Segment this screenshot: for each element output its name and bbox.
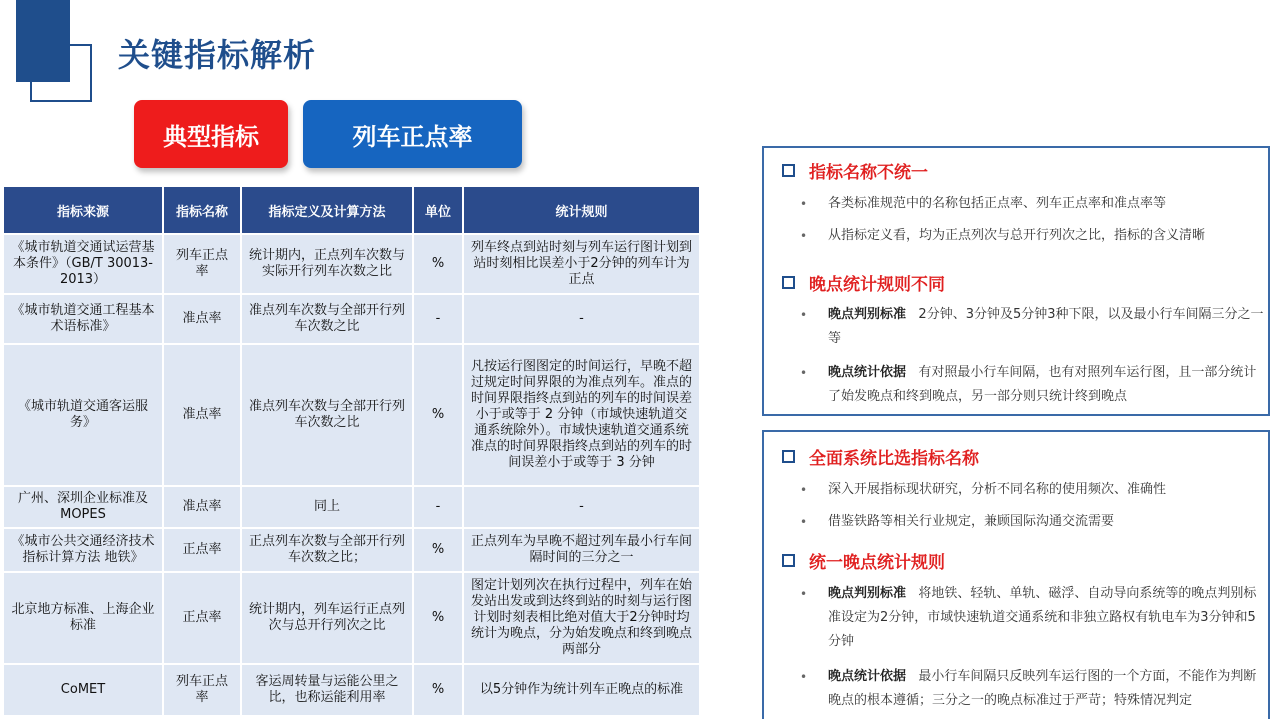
table-cell: 正点率	[163, 572, 241, 664]
column-header: 指标定义及计算方法	[241, 186, 413, 234]
table-cell: 准点率	[163, 344, 241, 486]
table-cell: 统计期内，列车运行正点列次与总开行列次之比	[241, 572, 413, 664]
table-row	[3, 344, 700, 486]
metrics-table	[2, 185, 701, 717]
table-cell: 北京地方标准、上海企业标准	[3, 572, 163, 664]
section-title	[782, 444, 979, 469]
section-title-text: 晚点统计规则不同	[809, 275, 945, 295]
list-item-text: 2分钟、3分钟及5分钟3种下限，以及最小行车间隔三分之一等	[828, 307, 1264, 346]
checkbox-square-icon	[782, 164, 795, 177]
bullet-icon: •	[800, 515, 808, 529]
item-label: 晚点统计依据	[828, 365, 907, 380]
table-cell: 列车正点率	[163, 234, 241, 294]
table-cell: 《城市轨道交通试运营基本条件》（GB/T 30013-2013）	[3, 234, 163, 294]
table-cell: 统计期内，正点列车次数与实际开行列车次数之比	[241, 234, 413, 294]
table-cell: %	[413, 344, 463, 486]
typical-metric-badge: 典型指标	[134, 100, 288, 168]
issues-panel	[762, 146, 1270, 416]
table-row	[3, 528, 700, 572]
list-item	[800, 192, 1264, 216]
table-cell: -	[413, 486, 463, 528]
table-cell: 准点率	[163, 294, 241, 344]
table-cell: -	[463, 486, 700, 528]
column-header: 指标来源	[3, 186, 163, 234]
item-label: 晚点判别标准	[828, 307, 907, 322]
section-title-text: 指标名称不统一	[809, 163, 928, 183]
bullet-icon: •	[800, 483, 808, 497]
table-cell: 广州、深圳企业标准及MOPES	[3, 486, 163, 528]
list-item	[800, 478, 1264, 502]
table-header-row	[3, 186, 700, 234]
section-title	[782, 158, 928, 183]
table-cell: 正点列车次数与全部开行列车次数之比；	[241, 528, 413, 572]
table-cell: -	[463, 294, 700, 344]
bullet-icon: •	[800, 197, 808, 211]
column-header: 单位	[413, 186, 463, 234]
list-item	[800, 665, 1264, 713]
table-row	[3, 664, 700, 716]
bullet-icon: •	[800, 670, 808, 684]
table-cell: %	[413, 528, 463, 572]
table-cell: 以5分钟作为统计列车正晚点的标准	[463, 664, 700, 716]
checkbox-square-icon	[782, 276, 795, 289]
list-item	[800, 510, 1264, 534]
bullet-icon: •	[800, 308, 808, 322]
table-row	[3, 234, 700, 294]
table-cell: %	[413, 664, 463, 716]
table-cell: %	[413, 572, 463, 664]
table-row	[3, 486, 700, 528]
item-label: 晚点统计依据	[828, 669, 907, 684]
metric-name-badge: 列车正点率	[303, 100, 522, 168]
table-cell: 《城市公共交通经济技术指标计算方法 地铁》	[3, 528, 163, 572]
table-cell: 图定计划列次在执行过程中，列车在始发站出发或到达终到站的时刻与运行图计划时刻表相比绝对值大于2分钟时均统计为晚点，分为始发晚点和终到晚点两部分	[463, 572, 700, 664]
section-title-text: 统一晚点统计规则	[809, 553, 945, 573]
section-title	[782, 548, 945, 573]
list-item-text: 借鉴铁路等相关行业规定，兼顾国际沟通交流需要	[828, 514, 1115, 529]
table-cell: 凡按运行图图定的时间运行，早晚不超过规定时间界限的为准点列车。准点的时间界限指终点到站的列车的时间误差小于或等于 2 分钟（市域快速轨道交通系统除外）。市域快速轨道交通系统准点的时间界限指终点到站的列车的时间误差小于或等于 3 分钟	[463, 344, 700, 486]
bullet-icon: •	[800, 587, 808, 601]
list-item-text: 将地铁、轻轨、单轨、磁浮、自动导向系统等的晚点判别标准设定为2分钟，市域快速轨道交通系统和非独立路权有轨电车为3分钟和5分钟	[828, 586, 1257, 649]
table-row	[3, 294, 700, 344]
table-cell: 准点率	[163, 486, 241, 528]
table-cell: 客运周转量与运能公里之比，也称运能利用率	[241, 664, 413, 716]
page-title: 关键指标解析	[118, 36, 317, 74]
list-item-text: 深入开展指标现状研究，分析不同名称的使用频次、准确性	[828, 482, 1167, 497]
list-item-text: 从指标定义看，均为正点列次与总开行列次之比，指标的含义清晰	[828, 228, 1206, 243]
table-cell: 正点列车为早晚不超过列车最小行车间隔时间的三分之一	[463, 528, 700, 572]
list-item	[800, 582, 1264, 654]
list-item	[800, 224, 1264, 248]
table-cell: 准点列车次数与全部开行列车次数之比	[241, 294, 413, 344]
table-cell: 列车正点率	[163, 664, 241, 716]
table-cell: 准点列车次数与全部开行列车次数之比	[241, 344, 413, 486]
table-cell: 《城市轨道交通客运服务》	[3, 344, 163, 486]
table-row	[3, 572, 700, 664]
checkbox-square-icon	[782, 450, 795, 463]
list-item	[800, 303, 1264, 351]
list-item	[800, 361, 1264, 409]
table-cell: 《城市轨道交通工程基本术语标准》	[3, 294, 163, 344]
table-cell: 列车终点到站时刻与列车运行图计划到站时刻相比误差小于2分钟的列车计为正点	[463, 234, 700, 294]
decorative-outline	[30, 44, 92, 102]
recommendations-panel	[762, 430, 1270, 719]
list-item-text: 有对照最小行车间隔，也有对照列车运行图，且一部分统计了始发晚点和终到晚点，另一部分则只统计终到晚点	[828, 365, 1257, 404]
table-cell: -	[413, 294, 463, 344]
table-cell: 正点率	[163, 528, 241, 572]
list-item-text: 最小行车间隔只反映列车运行图的一个方面，不能作为判断晚点的根本遵循；三分之一的晚点标准过于严苛；特殊情况判定	[828, 669, 1257, 708]
bullet-icon: •	[800, 229, 808, 243]
section-title-text: 全面系统比选指标名称	[809, 449, 979, 469]
item-label: 晚点判别标准	[828, 586, 907, 601]
column-header: 统计规则	[463, 186, 700, 234]
table-cell: CoMET	[3, 664, 163, 716]
column-header: 指标名称	[163, 186, 241, 234]
table-cell: 同上	[241, 486, 413, 528]
table-cell: %	[413, 234, 463, 294]
section-title	[782, 270, 945, 295]
list-item-text: 各类标准规范中的名称包括正点率、列车正点率和准点率等	[828, 196, 1167, 211]
checkbox-square-icon	[782, 554, 795, 567]
bullet-icon: •	[800, 366, 808, 380]
